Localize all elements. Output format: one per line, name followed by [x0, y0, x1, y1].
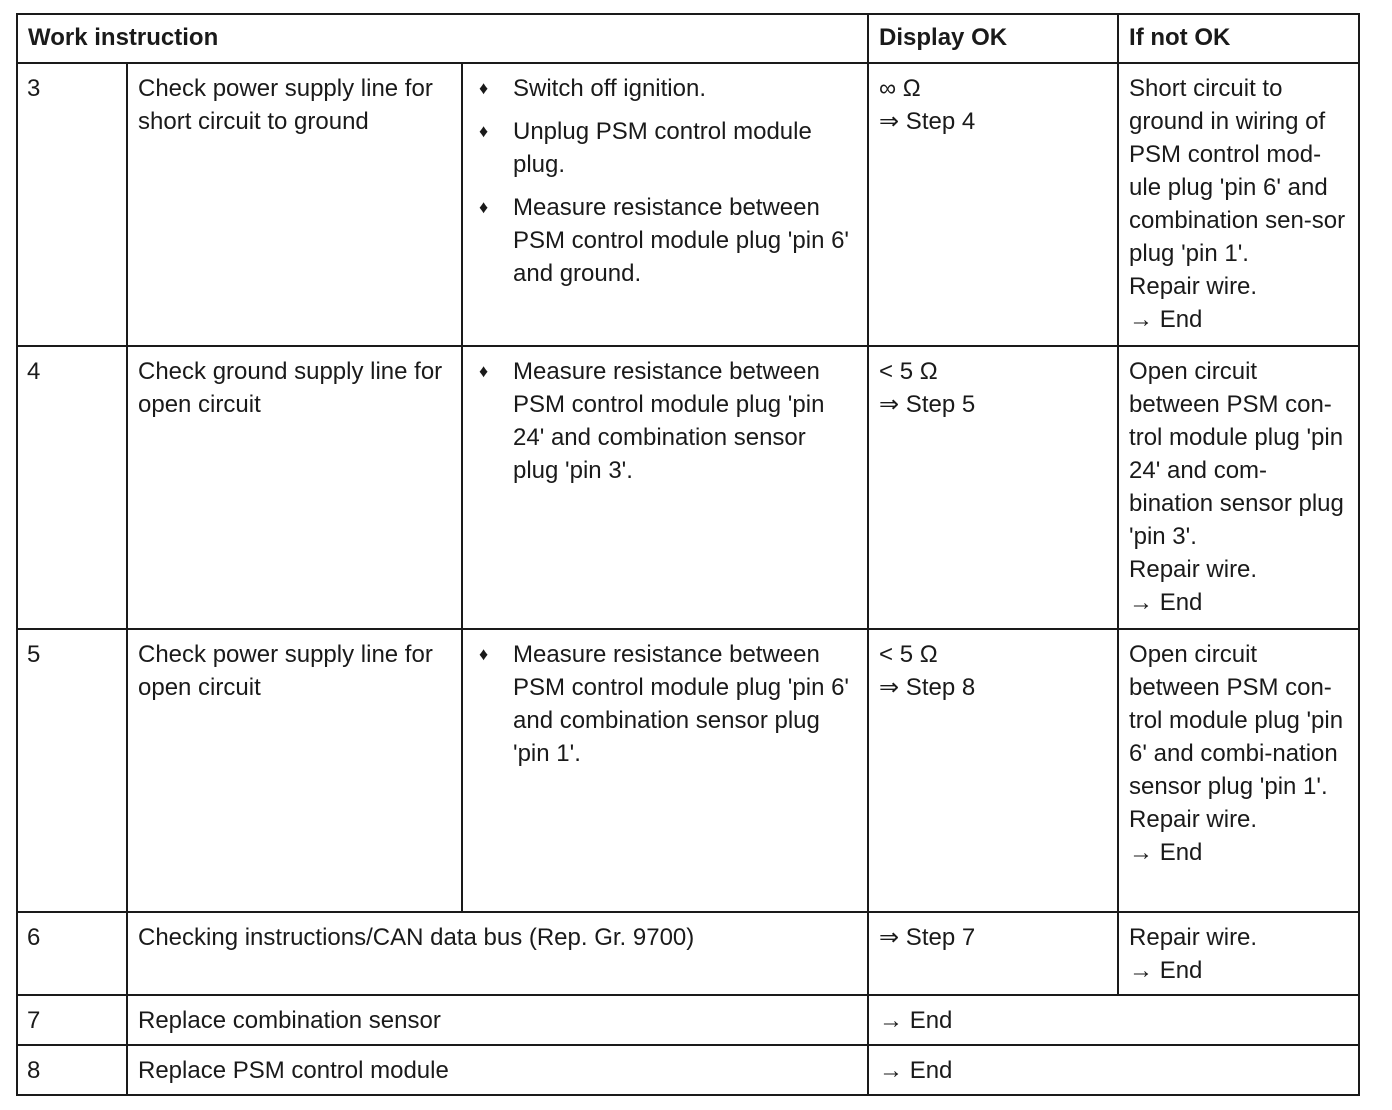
display-next-step: ⇒ Step 5	[879, 391, 976, 418]
fault-description: Open circuit between PSM con-trol module plug 'pin 6' and combi-nation sensor plug 'pin 1'.	[1129, 641, 1344, 800]
step-number: 4	[17, 346, 127, 629]
display-next-step: ⇒ Step 4	[879, 108, 976, 135]
display-value: < 5 Ω	[879, 358, 938, 385]
display-next-step: → End	[868, 995, 1359, 1045]
display-value: ∞ Ω	[879, 75, 921, 102]
table-header-row	[17, 14, 1359, 63]
display-next-step: → End	[868, 1045, 1359, 1095]
instruction-list-cell	[462, 63, 868, 346]
check-description: Check power supply line for short circuit to ground	[127, 63, 462, 346]
bullet-diamond-icon: ♦	[479, 644, 489, 664]
fault-description: Short circuit to ground in wiring of PSM control mod-ule plug 'pin 6' and combination sen-sor plug 'pin 1'.	[1129, 75, 1346, 267]
check-description: Check power supply line for open circuit	[127, 629, 462, 912]
bullet-diamond-icon: ♦	[479, 78, 489, 98]
repair-action: Repair wire.	[1129, 924, 1258, 951]
instruction-list-cell	[462, 629, 868, 912]
step-number: 7	[17, 995, 127, 1045]
table-row-step-5	[17, 629, 1359, 912]
list-item: ♦ Measure resistance between PSM control module plug 'pin 24' and combination sensor plug 'pin 3'.	[473, 355, 857, 487]
bullet-diamond-icon: ♦	[479, 197, 489, 217]
repair-action: Repair wire.	[1129, 273, 1258, 300]
instruction-list	[473, 72, 857, 290]
repair-action: Repair wire.	[1129, 806, 1258, 833]
fault-next-step: → End	[1129, 589, 1203, 616]
instruction-list-cell	[462, 346, 868, 629]
table-row-step-7	[17, 995, 1359, 1045]
header-if-not-ok: If not OK	[1118, 14, 1359, 63]
step-number: 5	[17, 629, 127, 912]
header-work-instruction: Work instruction	[17, 14, 868, 63]
fault-next-step: → End	[1129, 957, 1203, 984]
list-item: ♦ Measure resistance between PSM control module plug 'pin 6' and ground.	[473, 191, 857, 290]
if-not-ok-cell	[1118, 63, 1359, 346]
bullet-diamond-icon: ♦	[479, 361, 489, 381]
fault-next-step: → End	[1129, 306, 1203, 333]
if-not-ok-cell	[1118, 629, 1359, 912]
instruction-list	[473, 638, 857, 770]
fault-next-step: → End	[1129, 839, 1203, 866]
bullet-diamond-icon: ♦	[479, 121, 489, 141]
instruction-text: Replace PSM control module	[127, 1045, 868, 1095]
instruction-list	[473, 355, 857, 487]
fault-description: Open circuit between PSM con-trol module plug 'pin 24' and com-bination sensor plug 'pin 3'.	[1129, 358, 1344, 550]
if-not-ok-cell	[1118, 346, 1359, 629]
repair-action: Repair wire.	[1129, 556, 1258, 583]
table-row-step-6	[17, 912, 1359, 995]
display-ok-cell	[868, 346, 1118, 629]
list-item: ♦ Switch off ignition.	[473, 72, 857, 105]
list-item: ♦ Unplug PSM control module plug.	[473, 115, 857, 181]
list-item: ♦ Measure resistance between PSM control module plug 'pin 6' and combination sensor plug 'pin 1'.	[473, 638, 857, 770]
step-number: 8	[17, 1045, 127, 1095]
table-row-step-4	[17, 346, 1359, 629]
display-value: < 5 Ω	[879, 641, 938, 668]
if-not-ok-cell	[1118, 912, 1359, 995]
table-row-step-3	[17, 63, 1359, 346]
table-row-step-8	[17, 1045, 1359, 1095]
work-instruction-table	[16, 13, 1360, 1096]
instruction-text: Checking instructions/CAN data bus (Rep. Gr. 9700)	[127, 912, 868, 995]
step-number: 3	[17, 63, 127, 346]
step-number: 6	[17, 912, 127, 995]
display-ok-cell	[868, 629, 1118, 912]
display-ok-cell	[868, 63, 1118, 346]
header-display-ok: Display OK	[868, 14, 1118, 63]
check-description: Check ground supply line for open circuit	[127, 346, 462, 629]
display-next-step: ⇒ Step 7	[879, 924, 976, 951]
display-ok-cell	[868, 912, 1118, 995]
display-next-step: ⇒ Step 8	[879, 674, 976, 701]
instruction-text: Replace combination sensor	[127, 995, 868, 1045]
